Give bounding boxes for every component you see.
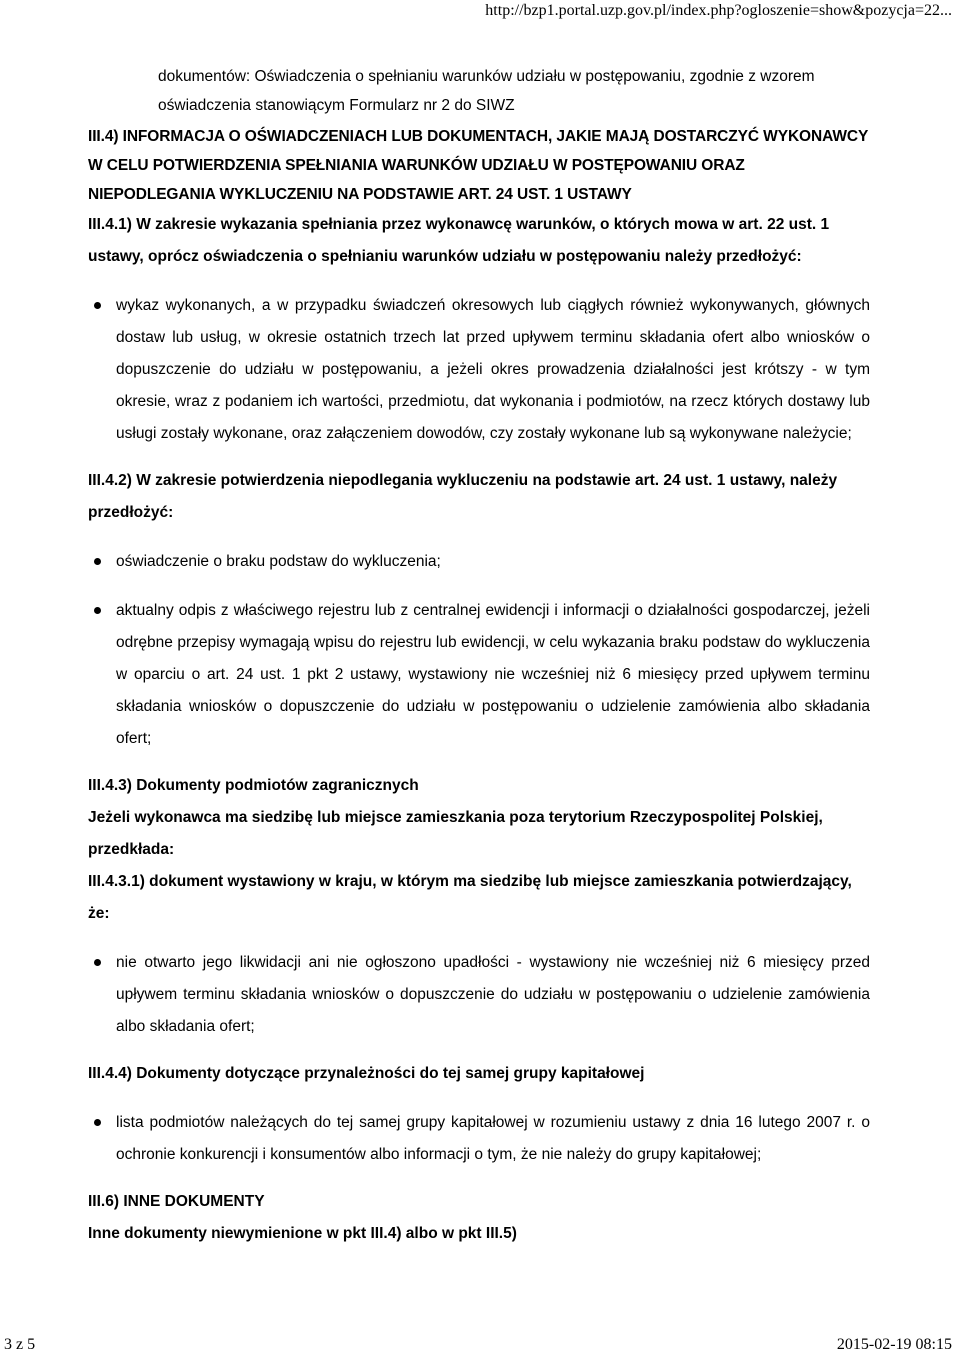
sub-III43-title: III.4.3) Dokumenty podmiotów zagranicznych: [88, 777, 419, 794]
sub-III44-list: [88, 1107, 870, 1171]
sub-III42-title: III.4.2) W zakresie potwierdzenia niepodlegania wykluczeniu na podstawie art. 24 ust. 1 ustawy, należy przedłożyć:: [88, 472, 838, 521]
section-III4-heading: III.4) INFORMACJA O OŚWIADCZENIACH LUB DOKUMENTACH, JAKIE MAJĄ DOSTARCZYĆ WYKONAWCY W CELU POTWIERDZENIA SPEŁNIANIA WARUNKÓW UDZIAŁU W POSTĘPOWANIU ORAZ NIEPODLEGANIA WYKLUCZENIU NA PODSTAWIE ART. 24 UST. 1 USTAWY: [88, 128, 868, 203]
sub-III43-line: Jeżeli wykonawca ma siedzibę lub miejsce zamieszkania poza terytorium Rzeczypospolitej Polskiej, przedkłada:: [88, 809, 823, 858]
print-datetime: 2015-02-19 08:15: [836, 1336, 952, 1353]
sub-III41-title: III.4.1) W zakresie wykazania spełniania przez wykonawcę warunków, o których mowa w art. 22 ust. 1 ustawy, oprócz oświadczenia o spełnianiu warunków udziału w postępowaniu należy przedłożyć:: [88, 216, 830, 265]
document-body: [88, 62, 870, 1250]
intro-paragraph: [158, 62, 870, 120]
list-item: oświadczenie o braku podstaw do wykluczenia;: [116, 546, 870, 578]
header-url: http://bzp1.portal.uzp.gov.pl/index.php?ogloszenie=show&pozycja=22...: [485, 2, 952, 19]
list-item: lista podmiotów należących do tej samej grupy kapitałowej w rozumieniu ustawy z dnia 16 lutego 2007 r. o ochronie konkurencji i konsumentów albo informacji o tym, że nie należy do grupy kapitałowej;: [116, 1107, 870, 1171]
list-item: aktualny odpis z właściwego rejestru lub z centralnej ewidencji i informacji o działalności gospodarczej, jeżeli odrębne przepisy wymagają wpisu do rejestru lub ewidencji, w celu wykazania braku podstaw do wykluczenia w oparciu o art. 24 ust. 1 pkt 2 ustawy, wystawiony nie wcześniej niż 6 miesięcy przed upływem terminu składania wniosków o dopuszczenie do udziału w postępowaniu o udzielenie zamówienia albo składania ofert;: [116, 595, 870, 755]
list-item: nie otwarto jego likwidacji ani nie ogłoszono upadłości - wystawiony nie wcześniej niż 6 miesięcy przed upływem terminu składania wniosków o dopuszczenie do udziału w postępowaniu o udzielenie zamówienia albo składania ofert;: [116, 947, 870, 1043]
sub-III431-list: [88, 947, 870, 1043]
sub-III41-list: [88, 290, 870, 450]
sub-III431-title: III.4.3.1) dokument wystawiony w kraju, w którym ma siedzibę lub miejsce zamieszkania potwierdzający, że:: [88, 873, 852, 922]
sub-III44-title: III.4.4) Dokumenty dotyczące przynależności do tej samej grupy kapitałowej: [88, 1065, 645, 1082]
list-item: wykaz wykonanych, a w przypadku świadczeń okresowych lub ciągłych również wykonywanych, głównych dostaw lub usług, w okresie ostatnich trzech lat przed upływem terminu składania ofert albo wniosków o dopuszczenie do udziału w postępowaniu, a jeżeli okres prowadzenia działalności jest krótszy - w tym okresie, wraz z podaniem ich wartości, przedmiotu, dat wykonania i podmiotów, na rzecz których dostawy lub usługi zostały wykonane, oraz załączeniem dowodów, czy zostały wykonane lub są wykonywane należycie;: [116, 290, 870, 450]
page-number: 3 z 5: [4, 1336, 36, 1353]
intro-line: dokumentów: Oświadczenia o spełnianiu warunków udziału w postępowaniu, zgodnie z wzorem: [158, 68, 815, 85]
section-III6-heading: III.6) INNE DOKUMENTY: [88, 1193, 265, 1210]
sub-III42-list: [88, 546, 870, 755]
intro-line: oświadczenia stanowiącym Formularz nr 2 do SIWZ: [158, 97, 515, 114]
section-III6-line: Inne dokumenty niewymienione w pkt III.4) albo w pkt III.5): [88, 1225, 517, 1242]
